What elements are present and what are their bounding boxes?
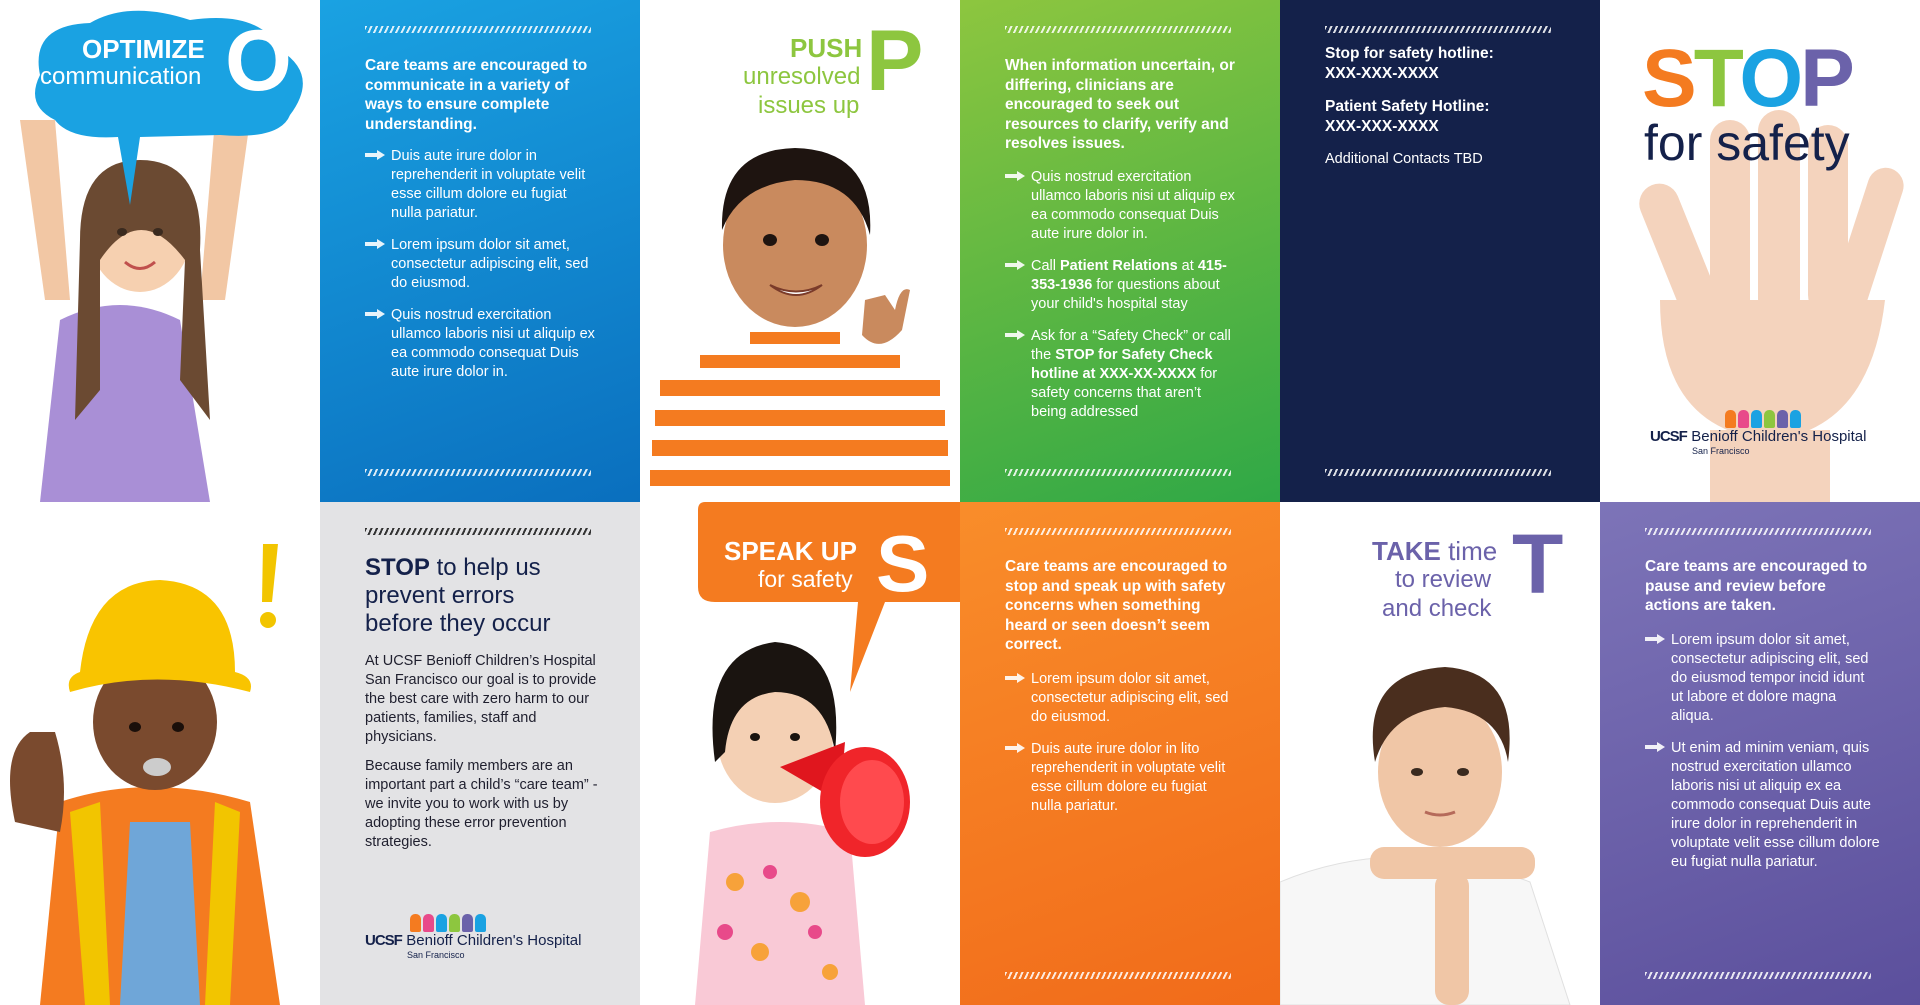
patient-safety-number: XXX-XXX-XXXX [1325,117,1439,135]
hatch-divider [1005,528,1231,535]
hatch-divider [365,528,591,535]
list-item: Duis aute irure dolor in lito reprehenderit in voluptate velit esse cillum dolore eu fugiat nulla pariatur. [1005,740,1240,816]
push-sub-2: issues up [758,92,860,119]
arrow-icon [1645,634,1665,644]
optimize-sub: communication [40,63,202,90]
panel-cover [1600,0,1920,502]
list-item: Duis aute irure dolor in reprehenderit in voluptate velit esse cillum dolore eu fugiat nulla pariatur. [365,147,600,223]
panel-orange-text [960,502,1280,1005]
panel-hotlines [1280,0,1600,502]
arrow-icon [1645,742,1665,752]
panel-take-time [1280,502,1600,1005]
hatch-divider [1005,26,1231,33]
list-item: Lorem ipsum dolor sit amet, consectetur adipiscing elit, sed do eiusmod tempor incid idunt ut labore et dolore magna aliqua. [1645,631,1880,726]
letter-t: T [1512,517,1564,611]
ucsf-logo: UCSF Benioff Children's Hospital San Francisco [1650,410,1866,456]
hatch-divider [1645,528,1871,535]
panel-purple-text [1600,502,1920,1005]
panel-blue-text [320,0,640,502]
construction-boy-photo [0,502,320,1005]
purple-intro: Care teams are encouraged to pause and review before actions are taken. [1645,558,1868,614]
for-safety-sub: for safety [1644,115,1850,171]
stop-title: STOP [1642,33,1852,124]
panel-intro [320,502,640,1005]
arrow-icon [1005,171,1025,181]
take-time-line-1: TAKE time [1372,536,1498,566]
hatch-divider [365,26,591,33]
panel-push [640,0,960,502]
arrow-icon [1005,260,1025,270]
letter-s: S [876,519,930,608]
take-time-line-3: and check [1382,595,1492,622]
list-item: Ask for a “Safety Check” or call the STOP for Safety Check hotline at XXX-XX-XXXX for safety concerns that aren’t being addressed [1005,327,1240,422]
list-item: Quis nostrud exercitation ullamco laboris nisi ut aliquip ex ea commodo consequat Duis aute irure dolor in. [365,306,600,382]
hatch-divider [1325,26,1551,33]
panel-optimize [0,0,320,502]
panel-green-text [960,0,1280,502]
hatch-divider [1005,972,1231,979]
letter-p: P [866,13,924,109]
ucsf-logo: UCSF Benioff Children's Hospital San Francisco [365,914,581,960]
take-time-line-2: to review [1395,566,1492,593]
hotline-label: Stop for safety hotline: [1325,45,1494,62]
people-icon [1725,410,1866,428]
list-item: Call Patient Relations at 415-353-1936 for questions about your child's hospital stay [1005,257,1240,314]
letter-o: O [225,13,292,109]
list-item: Ut enim ad minim veniam, quis nostrud exercitation ullamco laboris nisi ut aliquip ex ea commodo consequat Duis aute irure dolor in reprehenderit in voluptate velit esse cillum dolore eu fugiat nulla pariatur. [1645,739,1880,872]
arrow-icon [1005,330,1025,340]
hatch-divider [365,469,591,476]
arrow-icon [1005,743,1025,753]
speak-up-sub: for safety [758,566,853,592]
push-sub-1: unresolved [743,63,861,90]
patient-safety-label: Patient Safety Hotline: [1325,98,1490,115]
intro-paragraph-1: At UCSF Benioff Children’s Hospital San Francisco our goal is to provide the best care with zero harm to our patients, families, staff and physicians. [365,653,597,745]
people-icon [410,914,581,932]
arrow-icon [365,239,385,249]
blue-intro: Care teams are encouraged to communicate in a variety of ways to ensure complete understanding. [365,57,588,133]
list-item: Quis nostrud exercitation ullamco laboris nisi ut aliquip ex ea commodo consequat Duis aute irure dolor in. [1005,168,1240,244]
list-item: Lorem ipsum dolor sit amet, consectetur adipiscing elit, sed do eiusmod. [1005,670,1240,727]
list-item: Lorem ipsum dolor sit amet, consectetur adipiscing elit, sed do eiusmod. [365,236,600,293]
arrow-icon [365,150,385,160]
hatch-divider [1645,972,1871,979]
intro-paragraph-2: Because family members are an important part a child’s “care team” - we invite you to work with us by adopting these error prevention strategies. [365,758,598,850]
orange-intro: Care teams are encouraged to stop and speak up with safety concerns when something heard or seen doesn’t seem correct. [1005,558,1228,653]
hatch-divider [1005,469,1231,476]
arrow-icon [365,309,385,319]
green-intro: When information uncertain, or differing, clinicians are encouraged to seek out resources to clarify, verify and resolves issues. [1005,57,1235,152]
hatch-divider [1325,469,1551,476]
intro-title: STOP to help us prevent errors before they occur [365,554,551,637]
additional-contacts: Additional Contacts TBD [1325,151,1483,167]
panel-construction-boy [0,502,320,1005]
panel-speak-up [640,502,960,1005]
arrow-icon [1005,673,1025,683]
push-word: PUSH [790,33,863,63]
speak-up-word: SPEAK UP [724,536,857,566]
optimize-word: OPTIMIZE [82,34,205,64]
hotline-number: XXX-XXX-XXXX [1325,64,1439,82]
